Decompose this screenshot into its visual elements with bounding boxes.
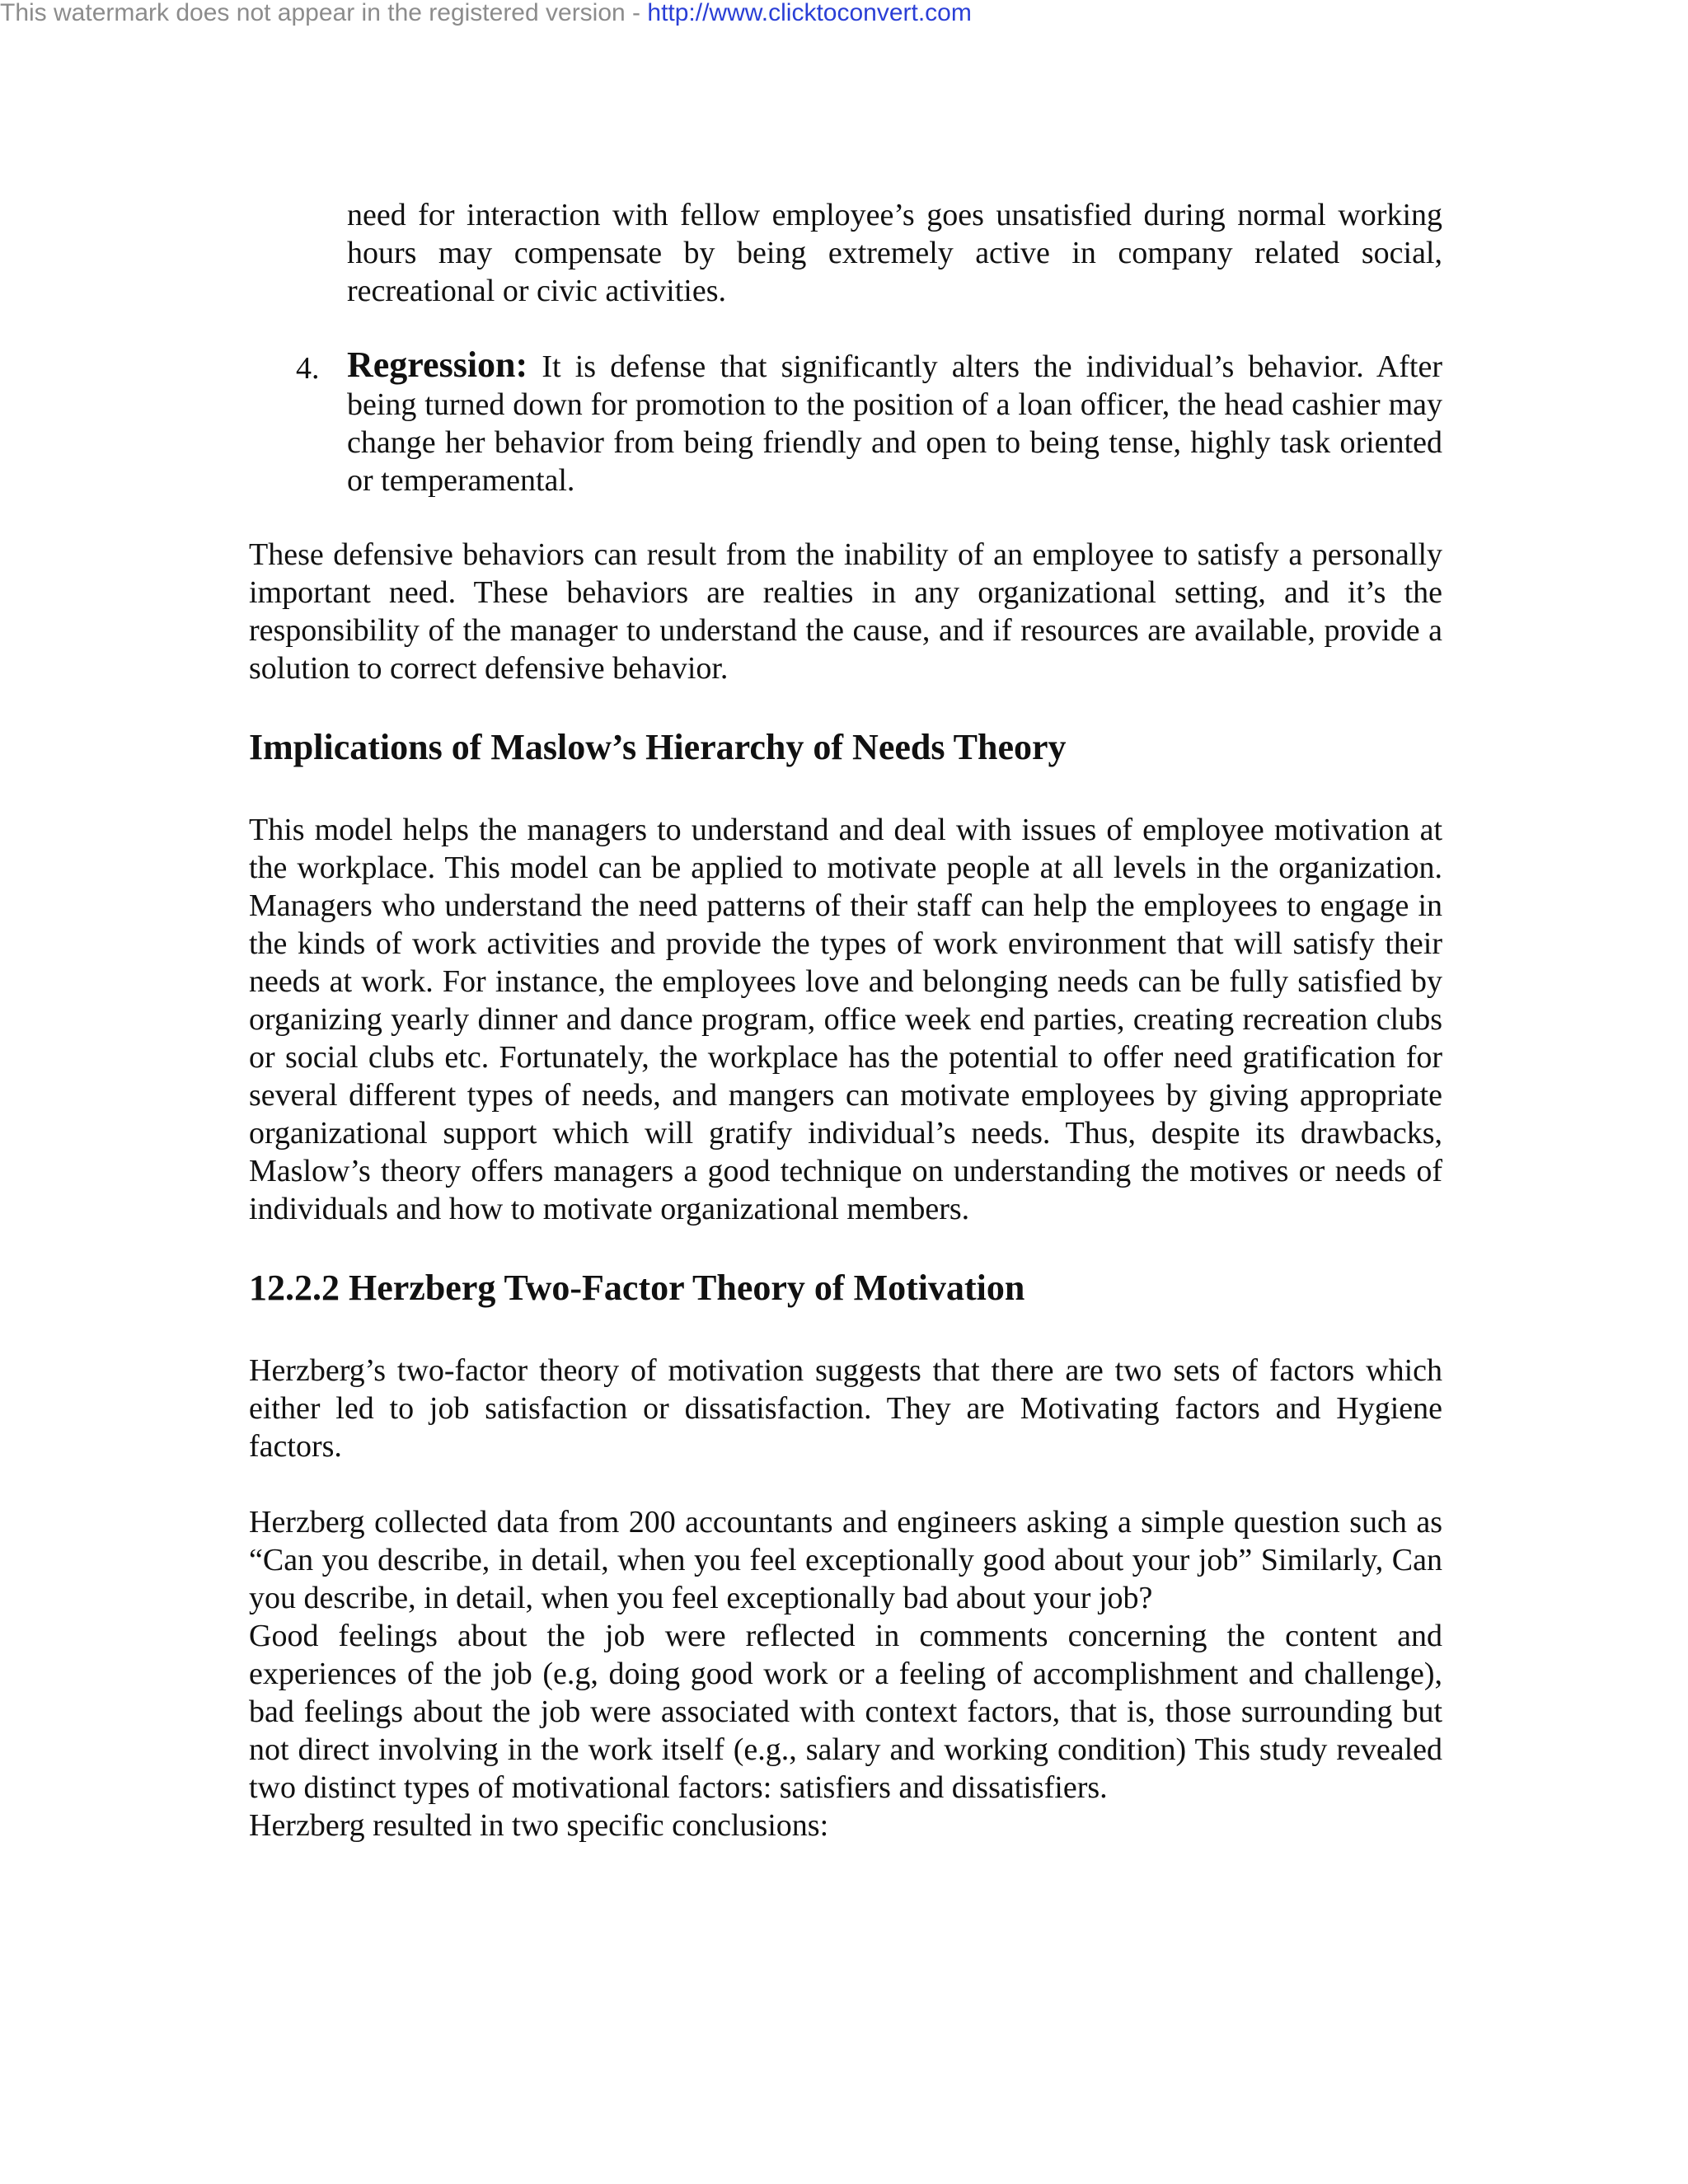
watermark xyxy=(0,0,972,26)
herzberg-paragraph-3: Good feelings about the job were reflected in comments concerning the content and experiences of the job (e.g, doing good work or a feeling of accomplishment and challenge), bad feelings about the job were associated with context factors, that is, those surrounding but not direct involving in the work itself (e.g., salary and working condition) This study revealed two distinct types of motivational factors: satisfiers and dissatisfiers. xyxy=(249,1619,1442,1805)
herzberg-paragraph-1: Herzberg’s two-factor theory of motivation suggests that there are two sets of factors which either led to job satisfaction or dissatisfaction. They are Motivating factors and Hygiene factors. xyxy=(249,1353,1442,1464)
page-content xyxy=(249,196,1442,1844)
herzberg-section-heading: 12.2.2 Herzberg Two-Factor Theory of Motivation xyxy=(249,1268,1025,1308)
herzberg-paragraph-4: Herzberg resulted in two specific conclusions: xyxy=(249,1808,829,1843)
herzberg-paragraph-2: Herzberg collected data from 200 accountants and engineers asking a simple question such as “Can you describe, in detail, when you feel exceptionally good about your job” Similarly, Can you describe, in detail, when you feel exceptionally bad about your job? xyxy=(249,1505,1442,1615)
maslow-implications-paragraph: This model helps the managers to understand and deal with issues of employee motivation at the workplace. This model can be applied to motivate people at all levels in the organization. Managers who understand the need patterns of their staff can help the employees to engage in the kinds of work activities and provide the types of work environment that will satisfy their needs at work. For instance, the employees love and belonging needs can be fully satisfied by organizing yearly dinner and dance program, office week end parties, creating recreation clubs or social clubs etc. Fortunately, the workplace has the potential to offer need gratification for several different types of needs, and mangers can motivate employees by giving appropriate organizational support which will gratify individual’s needs. Thus, despite its drawbacks, Maslow’s theory offers managers a good technique on understanding the motives or needs of individuals and how to motivate organizational members. xyxy=(249,813,1442,1226)
watermark-text: This watermark does not appear in the registered version - xyxy=(0,0,648,26)
continuation-paragraph: need for interaction with fellow employee’s goes unsatisfied during normal working hours may compensate by being extremely active in company related social, recreational or civic activities. xyxy=(347,198,1442,308)
watermark-link[interactable]: http://www.clicktoconvert.com xyxy=(647,0,972,26)
list-item-body: It is defense that significantly alters the individual’s behavior. After being turned down for promotion to the position of a loan officer, the head cashier may change her behavior from being friendly and open to being tense, highly task oriented or temperamental. xyxy=(347,349,1442,498)
list-number: 4. xyxy=(296,351,320,386)
defensive-behaviors-paragraph: These defensive behaviors can result from the inability of an employee to satisfy a personally important need. These behaviors are realties in any organizational setting, and it’s the responsibility of the manager to understand the cause, and if resources are available, provide a solution to correct defensive behavior. xyxy=(249,537,1442,686)
list-item-term: Regression: xyxy=(347,344,528,385)
list-item-text xyxy=(347,346,1442,499)
list-item-regression xyxy=(296,344,1442,499)
maslow-implications-heading: Implications of Maslow’s Hierarchy of Needs Theory xyxy=(249,727,1067,767)
